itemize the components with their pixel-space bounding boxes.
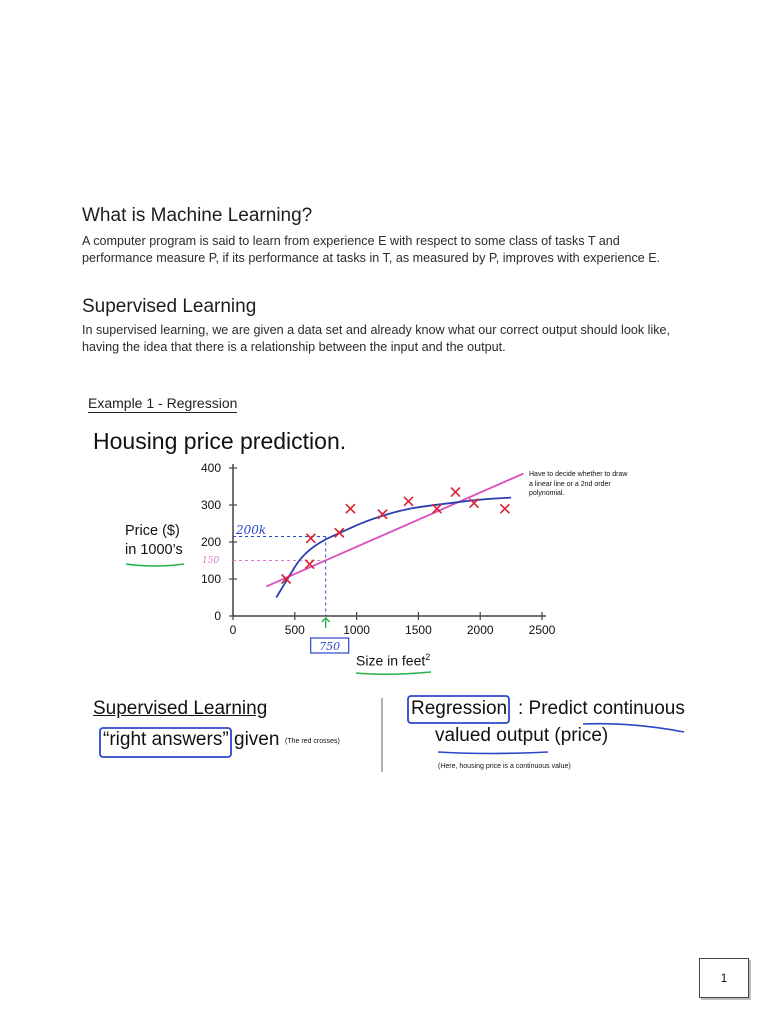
x-tick-label: 500 xyxy=(284,623,305,637)
x-axis-label-sup: 2 xyxy=(425,652,431,662)
page-heading-machine-learning: What is Machine Learning? xyxy=(82,205,313,226)
data-point-cross xyxy=(306,534,315,543)
y-tick-label: 400 xyxy=(200,461,221,475)
x-tick-label: 1500 xyxy=(405,623,432,637)
right-answers-text: “right answers” xyxy=(103,729,229,750)
data-point-cross xyxy=(404,497,413,506)
data-point-cross xyxy=(500,504,509,513)
supervised-learning-title: Supervised Learning xyxy=(93,698,268,719)
data-point-cross xyxy=(451,488,460,497)
y-tick-label: 200 xyxy=(200,535,221,549)
y-tick-label: 300 xyxy=(200,498,221,512)
x-tick-label: 0 xyxy=(229,623,237,637)
annotation-750: 750 xyxy=(319,640,341,653)
data-point-cross xyxy=(346,504,355,513)
valued-output-underline xyxy=(438,752,548,754)
given-note: (The red crosses) xyxy=(285,738,340,745)
xlabel-underline xyxy=(356,672,431,674)
supervised-paragraph: In supervised learning, we are given a data set and already know what our correct output should look like, having the idea that there is a relationship between the input and the output. xyxy=(82,323,671,354)
example-label: Example 1 - Regression xyxy=(88,395,238,411)
y-axis-label xyxy=(125,522,183,560)
ylabel-underline xyxy=(126,564,184,566)
side-note: Have to decide whether to draw a linear line or a 2nd order polynomial. xyxy=(529,471,628,497)
x-axis-label xyxy=(356,652,430,669)
x-tick-label: 1000 xyxy=(343,623,370,637)
annotation-150: 150 xyxy=(202,556,220,567)
definition-paragraph: A computer program is said to learn from experience E with respect to some class of tasks T and performance measure P, if its performance at tasks in T, as measured by P, improves with experience E. xyxy=(82,234,661,265)
valued-output-text: valued output (price) xyxy=(435,725,609,746)
page-number: 1 xyxy=(720,971,728,985)
y-tick-label: 100 xyxy=(200,572,221,586)
section-heading-supervised-learning: Supervised Learning xyxy=(82,296,257,317)
predict-text: : Predict continuous xyxy=(518,698,685,719)
y-axis-label-line1: Price ($) xyxy=(125,523,180,539)
slide-title: Housing price prediction. xyxy=(93,428,347,454)
linear-fit-line xyxy=(266,474,523,587)
data-point-cross xyxy=(335,528,344,537)
lecture-slide-image xyxy=(86,422,688,774)
y-axis-label-line2: in 1000’s xyxy=(125,542,183,558)
polynomial-fit-curve xyxy=(276,498,511,598)
y-tick-label: 0 xyxy=(214,609,221,623)
x-tick-label: 2000 xyxy=(466,623,494,637)
green-arrow-icon xyxy=(322,618,330,628)
page-number-badge xyxy=(699,958,749,998)
regression-word: Regression xyxy=(411,698,508,719)
annotation-200k: 200k xyxy=(236,522,267,537)
x-tick-label: 2500 xyxy=(528,623,556,637)
regression-note: (Here, housing price is a continuous value) xyxy=(438,763,571,770)
given-text: given xyxy=(234,729,280,750)
x-axis-label-text: Size in feet xyxy=(356,652,426,669)
